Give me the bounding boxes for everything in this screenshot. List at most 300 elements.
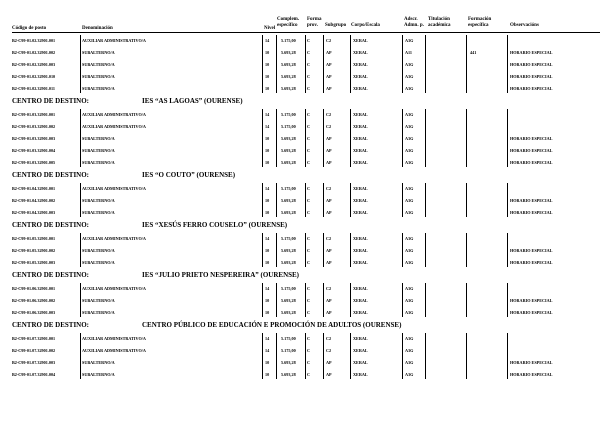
cell-denom: AUXILIAR ADMINISTRATIVO/A — [82, 185, 146, 191]
cell-corpo: XERAL — [353, 49, 368, 55]
cell-compl: 5.693,28 — [281, 147, 296, 153]
cell-obs: HORARIO ESPECIAL — [510, 359, 553, 365]
cell-forma: C — [307, 235, 311, 241]
column-divider — [402, 333, 403, 379]
cell-corpo: XERAL — [353, 123, 368, 129]
cell-adscr: A3G — [405, 209, 414, 215]
cell-denom: SUBALTERNO/A — [82, 297, 115, 303]
cell-compl: 5.175,00 — [281, 185, 296, 191]
cell-adscr: A3G — [405, 297, 414, 303]
table-row — [0, 58, 615, 70]
cell-nivel: 10 — [265, 247, 270, 253]
cell-nivel: 14 — [265, 123, 270, 129]
cell-nivel: 14 — [265, 235, 270, 241]
column-divider — [80, 283, 81, 317]
section-title — [12, 271, 600, 281]
cell-corpo: XERAL — [353, 247, 368, 253]
cell-nivel: 10 — [265, 49, 270, 55]
cell-forma: C — [307, 359, 311, 365]
cell-denom: SUBALTERNO/A — [82, 135, 115, 141]
cell-forma: C — [307, 259, 311, 265]
cell-corpo: XERAL — [353, 85, 368, 91]
cell-nivel: 14 — [265, 347, 270, 353]
cell-nivel: 10 — [265, 259, 270, 265]
section-label: CENTRO DE DESTINO: — [12, 271, 90, 279]
header-codigo: Código de posto — [12, 26, 47, 31]
cell-nivel: 14 — [265, 335, 270, 341]
cell-compl: 5.693,28 — [281, 209, 296, 215]
cell-nivel: 10 — [265, 371, 270, 377]
column-divider — [507, 233, 508, 267]
column-divider — [262, 333, 263, 379]
header-forma: Forma — [307, 17, 322, 22]
column-divider — [276, 283, 277, 317]
cell-nivel: 14 — [265, 185, 270, 191]
column-divider — [425, 333, 426, 379]
cell-sub: AP — [326, 61, 332, 67]
cell-sub: C2 — [326, 335, 332, 341]
cell-nivel: 10 — [265, 73, 270, 79]
cell-sub: AP — [326, 85, 332, 91]
cell-forma: C — [307, 111, 311, 117]
header-denominacion: Denominación — [82, 26, 113, 31]
cell-codigo: B2-C99-01.02.32901.001 — [12, 37, 56, 43]
cell-denom: SUBALTERNO/A — [82, 309, 115, 315]
cell-forma: C — [307, 85, 311, 91]
column-divider — [425, 233, 426, 267]
cell-compl: 5.693,28 — [281, 73, 296, 79]
center-name: IES “XESÚS FERRO COUSELO” (OURENSE) — [142, 221, 288, 229]
table-row — [0, 82, 615, 94]
cell-adscr: A11 — [405, 49, 412, 55]
cell-codigo: B2-C99-01.07.32901.002 — [12, 347, 56, 353]
cell-forma: C — [307, 49, 311, 55]
cell-obs: HORARIO ESPECIAL — [510, 73, 553, 79]
center-name: IES “O COUTO” (OURENSE) — [142, 171, 236, 179]
cell-sub: C2 — [326, 285, 332, 291]
cell-corpo: XERAL — [353, 347, 368, 353]
column-divider — [402, 109, 403, 167]
table-row — [0, 70, 615, 82]
column-divider — [350, 333, 351, 379]
section-title — [12, 321, 600, 331]
header-academica: académica — [428, 23, 451, 28]
cell-corpo: XERAL — [353, 37, 368, 43]
table-row — [0, 194, 615, 206]
cell-corpo: XERAL — [353, 197, 368, 203]
cell-compl: 5.693,28 — [281, 371, 296, 377]
cell-compl: 5.693,28 — [281, 247, 296, 253]
cell-denom: SUBALTERNO/A — [82, 371, 115, 377]
column-divider — [425, 183, 426, 217]
cell-adscr: A3G — [405, 359, 414, 365]
table-row — [0, 294, 615, 306]
cell-denom: AUXILIAR ADMINISTRATIVO/A — [82, 335, 146, 341]
header-nivel: Nivel — [264, 26, 276, 31]
cell-adscr: A3G — [405, 135, 414, 141]
cell-adscr: A3G — [405, 61, 414, 67]
cell-compl: 5.693,28 — [281, 359, 296, 365]
section-label: CENTRO DE DESTINO: — [12, 221, 90, 229]
cell-codigo: B2-C99-01.02.32901.010 — [12, 73, 56, 79]
cell-adscr: A3G — [405, 371, 414, 377]
cell-denom: SUBALTERNO/A — [82, 61, 115, 67]
column-divider — [323, 109, 324, 167]
cell-codigo: B2-C99-01.03.32901.001 — [12, 111, 56, 117]
cell-sub: AP — [326, 135, 332, 141]
cell-denom: SUBALTERNO/A — [82, 73, 115, 79]
cell-codigo: B2-C99-01.03.32901.004 — [12, 147, 56, 153]
column-divider — [262, 233, 263, 267]
table-row — [0, 120, 615, 132]
column-divider — [276, 109, 277, 167]
cell-compl: 5.175,00 — [281, 235, 296, 241]
cell-corpo: XERAL — [353, 259, 368, 265]
center-name: IES “JULIO PRIETO NESPEREIRA” (OURENSE) — [142, 271, 300, 279]
cell-denom: SUBALTERNO/A — [82, 159, 115, 165]
cell-adscr: A3G — [405, 235, 414, 241]
cell-compl: 5.693,28 — [281, 297, 296, 303]
header-adscr: Adscr. — [404, 17, 418, 22]
cell-sub: C2 — [326, 235, 332, 241]
column-divider — [305, 109, 306, 167]
cell-adscr: A3G — [405, 285, 414, 291]
column-divider — [305, 35, 306, 93]
section-label: CENTRO DE DESTINO: — [12, 321, 90, 329]
cell-sub: C2 — [326, 347, 332, 353]
cell-sub: AP — [326, 247, 332, 253]
cell-denom: SUBALTERNO/A — [82, 197, 115, 203]
section-label: CENTRO DE DESTINO: — [12, 97, 90, 105]
column-divider — [305, 333, 306, 379]
column-divider — [262, 35, 263, 93]
column-divider — [466, 183, 467, 217]
cell-nivel: 10 — [265, 359, 270, 365]
column-divider — [276, 333, 277, 379]
cell-codigo: B2-C99-01.05.32901.003 — [12, 259, 56, 265]
cell-form: 441 — [470, 49, 477, 55]
column-divider — [262, 109, 263, 167]
column-divider — [425, 35, 426, 93]
cell-sub: AP — [326, 147, 332, 153]
cell-corpo: XERAL — [353, 297, 368, 303]
table-row — [0, 182, 615, 194]
column-divider — [350, 35, 351, 93]
cell-corpo: XERAL — [353, 235, 368, 241]
table-row — [0, 356, 615, 368]
cell-codigo: B2-C99-01.04.32901.003 — [12, 209, 56, 215]
column-divider — [323, 35, 324, 93]
cell-nivel: 10 — [265, 85, 270, 91]
column-divider — [425, 109, 426, 167]
cell-sub: AP — [326, 159, 332, 165]
cell-obs: HORARIO ESPECIAL — [510, 49, 553, 55]
cell-compl: 5.175,00 — [281, 285, 296, 291]
table-row — [0, 332, 615, 344]
table-row — [0, 232, 615, 244]
column-divider — [507, 109, 508, 167]
cell-obs: HORARIO ESPECIAL — [510, 371, 553, 377]
column-divider — [305, 283, 306, 317]
cell-denom: SUBALTERNO/A — [82, 147, 115, 153]
cell-sub: AP — [326, 259, 332, 265]
column-divider — [350, 233, 351, 267]
cell-adscr: A3G — [405, 197, 414, 203]
cell-sub: C2 — [326, 123, 332, 129]
column-divider — [323, 283, 324, 317]
column-divider — [402, 183, 403, 217]
header-complem: Complem. — [277, 17, 300, 22]
cell-forma: C — [307, 61, 311, 67]
header-prov: prov. — [307, 23, 318, 28]
cell-compl: 5.693,28 — [281, 49, 296, 55]
cell-codigo: B2-C99-01.02.32901.002 — [12, 49, 56, 55]
header-subgrupo: Subgrupo — [325, 23, 347, 28]
cell-codigo: B2-C99-01.07.32901.003 — [12, 359, 56, 365]
cell-corpo: XERAL — [353, 359, 368, 365]
cell-forma: C — [307, 335, 311, 341]
cell-compl: 5.175,00 — [281, 335, 296, 341]
cell-codigo: B2-C99-01.04.32901.002 — [12, 197, 56, 203]
cell-compl: 5.175,00 — [281, 111, 296, 117]
cell-sub: AP — [326, 209, 332, 215]
cell-corpo: XERAL — [353, 285, 368, 291]
cell-nivel: 10 — [265, 309, 270, 315]
cell-codigo: B2-C99-01.06.32901.001 — [12, 285, 56, 291]
column-divider — [466, 283, 467, 317]
cell-forma: C — [307, 309, 311, 315]
cell-adscr: A3G — [405, 147, 414, 153]
column-divider — [276, 35, 277, 93]
table-row — [0, 108, 615, 120]
cell-denom: SUBALTERNO/A — [82, 247, 115, 253]
table-row — [0, 206, 615, 218]
cell-corpo: XERAL — [353, 135, 368, 141]
column-divider — [402, 35, 403, 93]
column-divider — [80, 233, 81, 267]
column-divider — [466, 35, 467, 93]
cell-obs: HORARIO ESPECIAL — [510, 309, 553, 315]
cell-forma: C — [307, 371, 311, 377]
cell-compl: 5.693,28 — [281, 309, 296, 315]
column-divider — [305, 233, 306, 267]
cell-corpo: XERAL — [353, 209, 368, 215]
column-divider — [402, 283, 403, 317]
cell-denom: AUXILIAR ADMINISTRATIVO/A — [82, 285, 146, 291]
cell-forma: C — [307, 197, 311, 203]
cell-obs: HORARIO ESPECIAL — [510, 135, 553, 141]
cell-obs: HORARIO ESPECIAL — [510, 159, 553, 165]
column-divider — [80, 35, 81, 93]
cell-forma: C — [307, 347, 311, 353]
cell-adscr: A3G — [405, 259, 414, 265]
table-row — [0, 156, 615, 168]
column-divider — [80, 109, 81, 167]
column-divider — [323, 183, 324, 217]
cell-sub: C2 — [326, 111, 332, 117]
header-corpo: Corpo/Escala — [351, 23, 380, 28]
cell-compl: 5.693,28 — [281, 135, 296, 141]
cell-denom: AUXILIAR ADMINISTRATIVO/A — [82, 123, 146, 129]
cell-sub: C2 — [326, 185, 332, 191]
cell-sub: C2 — [326, 37, 332, 43]
cell-compl: 5.693,28 — [281, 197, 296, 203]
cell-obs: HORARIO ESPECIAL — [510, 147, 553, 153]
cell-nivel: 14 — [265, 111, 270, 117]
column-divider — [350, 283, 351, 317]
table-header — [0, 14, 615, 32]
cell-denom: AUXILIAR ADMINISTRATIVO/A — [82, 111, 146, 117]
column-divider — [80, 183, 81, 217]
cell-compl: 5.175,00 — [281, 347, 296, 353]
cell-adscr: A3G — [405, 335, 414, 341]
cell-obs: HORARIO ESPECIAL — [510, 61, 553, 67]
cell-sub: AP — [326, 371, 332, 377]
table-row — [0, 244, 615, 256]
cell-forma: C — [307, 209, 311, 215]
table-row — [0, 132, 615, 144]
column-divider — [466, 333, 467, 379]
cell-nivel: 10 — [265, 135, 270, 141]
cell-codigo: B2-C99-01.05.32901.002 — [12, 247, 56, 253]
column-divider — [276, 183, 277, 217]
section-title — [12, 221, 600, 231]
cell-corpo: XERAL — [353, 61, 368, 67]
cell-adscr: A3G — [405, 247, 414, 253]
column-divider — [425, 283, 426, 317]
cell-nivel: 10 — [265, 61, 270, 67]
cell-denom: AUXILIAR ADMINISTRATIVO/A — [82, 235, 146, 241]
cell-adscr: A3G — [405, 111, 414, 117]
column-divider — [323, 333, 324, 379]
column-divider — [507, 183, 508, 217]
cell-adscr: A3G — [405, 73, 414, 79]
cell-codigo: B2-C99-01.03.32901.005 — [12, 159, 56, 165]
cell-sub: AP — [326, 73, 332, 79]
column-divider — [305, 183, 306, 217]
cell-denom: SUBALTERNO/A — [82, 49, 115, 55]
table-row — [0, 282, 615, 294]
header-especifico: específico — [277, 23, 298, 28]
column-divider — [466, 233, 467, 267]
column-divider — [323, 233, 324, 267]
cell-forma: C — [307, 73, 311, 79]
cell-codigo: B2-C99-01.03.32901.003 — [12, 135, 56, 141]
cell-sub: AP — [326, 297, 332, 303]
cell-compl: 5.175,00 — [281, 123, 296, 129]
cell-adscr: A3G — [405, 123, 414, 129]
cell-nivel: 10 — [265, 159, 270, 165]
cell-codigo: B2-C99-01.03.32901.002 — [12, 123, 56, 129]
cell-nivel: 10 — [265, 209, 270, 215]
column-divider — [262, 183, 263, 217]
cell-forma: C — [307, 147, 311, 153]
cell-denom: SUBALTERNO/A — [82, 259, 115, 265]
cell-obs: HORARIO ESPECIAL — [510, 297, 553, 303]
column-divider — [262, 283, 263, 317]
cell-adscr: A3G — [405, 159, 414, 165]
table-row — [0, 344, 615, 356]
cell-corpo: XERAL — [353, 185, 368, 191]
column-divider — [350, 109, 351, 167]
cell-codigo: B2-C99-01.05.32901.001 — [12, 235, 56, 241]
cell-corpo: XERAL — [353, 309, 368, 315]
column-divider — [350, 183, 351, 217]
column-divider — [507, 35, 508, 93]
cell-nivel: 10 — [265, 147, 270, 153]
cell-compl: 5.693,28 — [281, 61, 296, 67]
cell-adscr: A3G — [405, 85, 414, 91]
center-name: IES “AS LAGOAS” (OURENSE) — [142, 97, 243, 105]
cell-compl: 5.693,28 — [281, 259, 296, 265]
cell-adscr: A3G — [405, 347, 414, 353]
section-title — [12, 97, 600, 107]
cell-sub: AP — [326, 49, 332, 55]
cell-nivel: 10 — [265, 197, 270, 203]
header-observacions: Observacións — [510, 23, 539, 28]
cell-compl: 5.693,28 — [281, 85, 296, 91]
header-especifica: específica — [468, 23, 489, 28]
table-row — [0, 34, 615, 46]
cell-codigo: B2-C99-01.07.32901.001 — [12, 335, 56, 341]
cell-obs: HORARIO ESPECIAL — [510, 247, 553, 253]
cell-nivel: 14 — [265, 37, 270, 43]
cell-corpo: XERAL — [353, 147, 368, 153]
cell-codigo: B2-C99-01.02.32901.003 — [12, 61, 56, 67]
header-admn: Admn. p. — [404, 23, 424, 28]
cell-obs: HORARIO ESPECIAL — [510, 209, 553, 215]
cell-adscr: A3G — [405, 309, 414, 315]
cell-obs: HORARIO ESPECIAL — [510, 85, 553, 91]
cell-codigo: B2-C99-01.06.32901.003 — [12, 309, 56, 315]
cell-denom: AUXILIAR ADMINISTRATIVO/A — [82, 37, 146, 43]
header-rule — [12, 32, 600, 33]
cell-forma: C — [307, 185, 311, 191]
section-title — [12, 171, 600, 181]
cell-sub: AP — [326, 309, 332, 315]
cell-codigo: B2-C99-01.07.32901.004 — [12, 371, 56, 377]
cell-denom: SUBALTERNO/A — [82, 209, 115, 215]
table-row — [0, 46, 615, 58]
cell-forma: C — [307, 37, 311, 43]
header-titulacion: Titulación — [428, 17, 450, 22]
cell-forma: C — [307, 159, 311, 165]
cell-forma: C — [307, 247, 311, 253]
cell-denom: AUXILIAR ADMINISTRATIVO/A — [82, 347, 146, 353]
cell-codigo: B2-C99-01.04.32901.001 — [12, 185, 56, 191]
table-row — [0, 306, 615, 318]
column-divider — [276, 233, 277, 267]
cell-obs: HORARIO ESPECIAL — [510, 259, 553, 265]
cell-denom: SUBALTERNO/A — [82, 85, 115, 91]
cell-compl: 5.693,28 — [281, 159, 296, 165]
column-divider — [466, 109, 467, 167]
table-row — [0, 144, 615, 156]
cell-compl: 5.175,00 — [281, 37, 296, 43]
cell-forma: C — [307, 123, 311, 129]
cell-codigo: B2-C99-01.02.32901.011 — [12, 85, 55, 91]
cell-corpo: XERAL — [353, 371, 368, 377]
column-divider — [507, 333, 508, 379]
column-divider — [402, 233, 403, 267]
cell-nivel: 10 — [265, 297, 270, 303]
cell-sub: AP — [326, 197, 332, 203]
cell-codigo: B2-C99-01.06.32901.002 — [12, 297, 56, 303]
cell-corpo: XERAL — [353, 159, 368, 165]
column-divider — [80, 333, 81, 379]
cell-nivel: 14 — [265, 285, 270, 291]
cell-forma: C — [307, 285, 311, 291]
